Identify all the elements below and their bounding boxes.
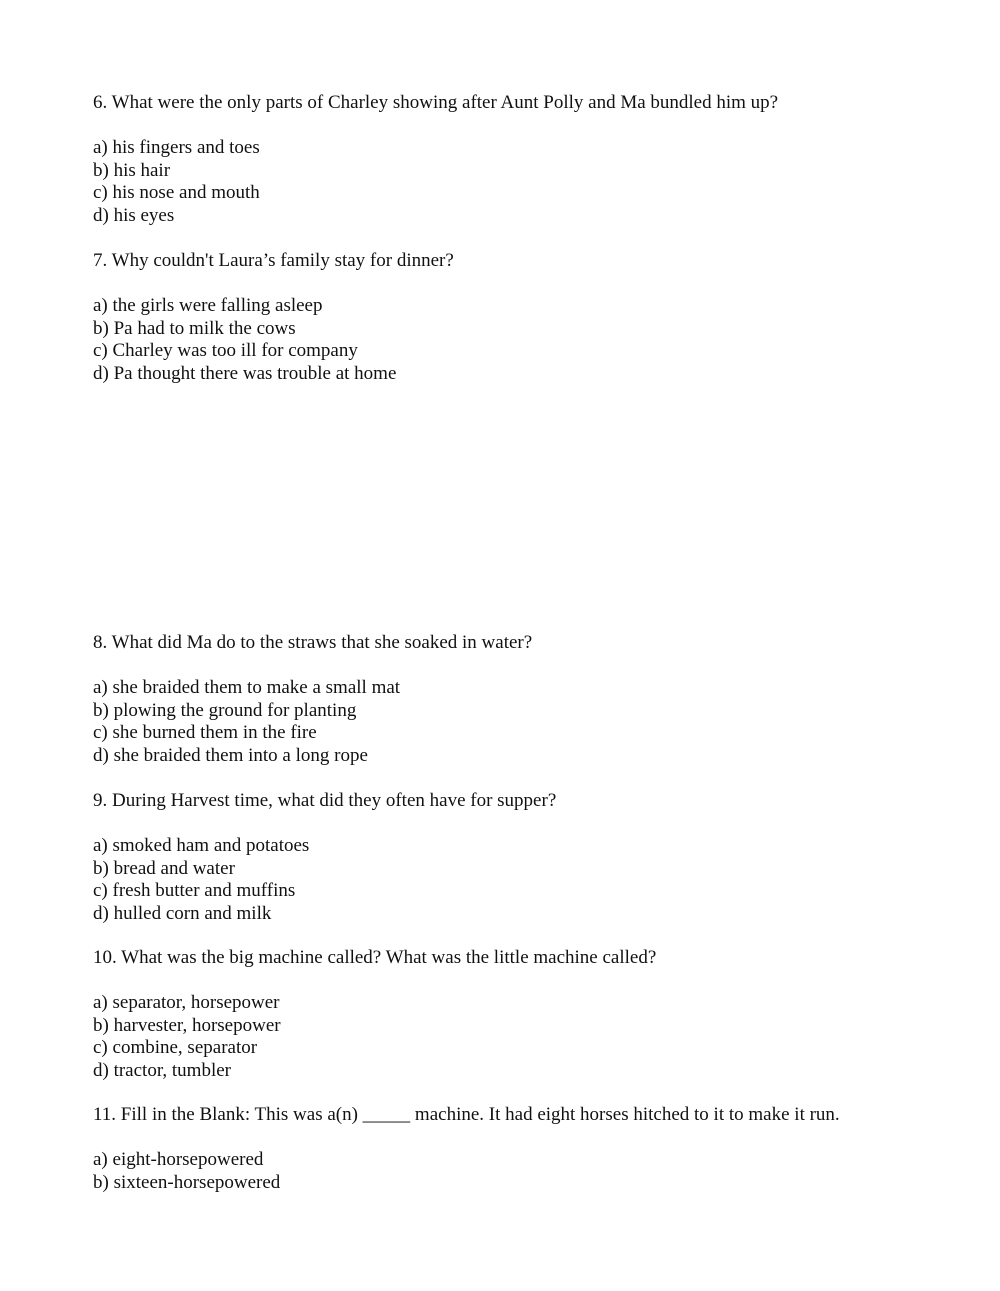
option-b: b) sixteen-horsepowered bbox=[93, 1171, 281, 1193]
option-c: c) she burned them in the fire bbox=[93, 722, 317, 744]
question-text: 7. Why couldn't Laura’s family stay for dinner? bbox=[93, 250, 454, 271]
option-d: d) his eyes bbox=[93, 204, 175, 226]
option-b: b) harvester, horsepower bbox=[93, 1014, 281, 1036]
option-c: c) fresh butter and muffins bbox=[93, 880, 296, 902]
option-c: c) his nose and mouth bbox=[93, 182, 260, 204]
option-b: b) plowing the ground for planting bbox=[93, 699, 357, 721]
options-list bbox=[93, 677, 960, 767]
options-list bbox=[93, 137, 960, 227]
option-a: a) his fingers and toes bbox=[93, 137, 260, 159]
option-c: c) combine, separator bbox=[93, 1037, 258, 1059]
question-7 bbox=[93, 250, 960, 386]
question-8 bbox=[93, 632, 960, 768]
option-a: a) the girls were falling asleep bbox=[93, 295, 323, 317]
question-11 bbox=[93, 1104, 960, 1194]
question-text: 10. What was the big machine called? What was the little machine called? bbox=[93, 947, 657, 968]
option-d: d) hulled corn and milk bbox=[93, 902, 272, 924]
option-b: b) his hair bbox=[93, 159, 171, 181]
option-b: b) Pa had to milk the cows bbox=[93, 317, 296, 339]
option-a: a) she braided them to make a small mat bbox=[93, 677, 401, 699]
options-list bbox=[93, 295, 960, 385]
options-list bbox=[93, 992, 960, 1082]
question-9 bbox=[93, 790, 960, 926]
option-d: d) she braided them into a long rope bbox=[93, 744, 368, 766]
option-a: a) eight-horsepowered bbox=[93, 1149, 264, 1171]
option-a: a) separator, horsepower bbox=[93, 992, 280, 1014]
options-list bbox=[93, 835, 960, 925]
option-a: a) smoked ham and potatoes bbox=[93, 835, 310, 857]
option-d: d) tractor, tumbler bbox=[93, 1059, 231, 1081]
question-text: 9. During Harvest time, what did they often have for supper? bbox=[93, 790, 557, 811]
question-text: 6. What were the only parts of Charley showing after Aunt Polly and Ma bundled him up? bbox=[93, 92, 779, 113]
option-b: b) bread and water bbox=[93, 857, 235, 879]
option-c: c) Charley was too ill for company bbox=[93, 340, 358, 362]
question-text: 11. Fill in the Blank: This was a(n) _____ machine. It had eight horses hitched to it to make it run. bbox=[93, 1104, 840, 1125]
question-10 bbox=[93, 947, 960, 1083]
option-d: d) Pa thought there was trouble at home bbox=[93, 362, 397, 384]
options-list bbox=[93, 1149, 960, 1194]
question-6 bbox=[93, 92, 960, 228]
question-text: 8. What did Ma do to the straws that she soaked in water? bbox=[93, 632, 533, 653]
